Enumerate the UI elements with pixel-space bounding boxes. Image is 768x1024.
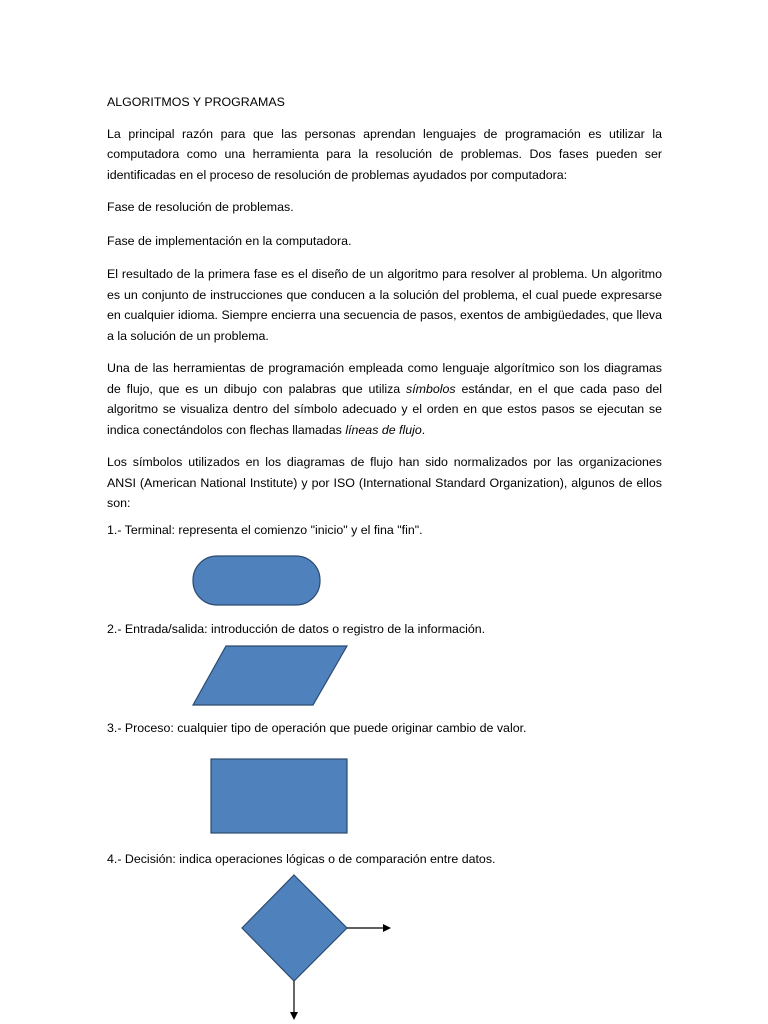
paragraph-flowchart-part-1: Una de las herramientas de programación empleada como lenguaje algorítmico son los diagramas de flujo, que es un dibujo con palabras que utiliza [107,361,662,396]
decision-right-arrow [347,924,391,932]
phase-2: Fase de implementación en la computadora. [107,233,352,248]
item-1-container [107,520,662,553]
item-3-container [107,718,662,751]
paragraph-flowchart-part-3: . [421,422,426,437]
emphasis-simbolos: símbolos [406,381,456,396]
document-body [107,92,662,526]
item-terminal: 1.- Terminal: representa el comienzo "inicio" y el fina "fin". [107,523,423,537]
paragraph-standards: Los símbolos utilizados en los diagramas de flujo han sido normalizados por las organizaciones ANSI (American National Institute) y por ISO (International Standard Organization), algunos de ellos son: [107,455,662,510]
item-input-output: 2.- Entrada/salida: introducción de datos o registro de la información. [107,622,486,636]
paragraph-intro: La principal razón para que las personas aprendan lenguajes de programación es utilizar la computadora como una herramienta para la resolución de problemas. Dos fases pueden ser identificadas en el proceso de resolución de problemas ayudados por computadora: [107,126,662,182]
item-decision: 4.- Decisión: indica operaciones lógicas o de comparación entre datos. [107,852,496,866]
item-process: 3.- Proceso: cualquier tipo de operación que puede originar cambio de valor. [107,721,527,735]
decision-symbol-icon [240,873,400,1024]
paragraph-flowchart [107,358,662,440]
decision-down-arrow [290,981,298,1020]
paragraph-flowchart-part-2: estándar, en el que cada paso del algoritmo se visualiza dentro del símbolo adecuado y el orden en que estos pasos se ejecutan se indica conectándolos con flechas llamadas [107,381,662,437]
paragraph-algorithm: El resultado de la primera fase es el diseño de un algoritmo para resolver al problema. Un algoritmo es un conjunto de instrucciones que conducen a la solución del problema, el cual puede expresarse en cualquier idioma. Siempre encierra una secuencia de pasos, exentos de ambigüedades, que lleva a la solución de un problema. [107,267,662,343]
phase-1: Fase de resolución de problemas. [107,200,294,214]
process-symbol-icon [210,758,349,835]
emphasis-lineas-de-flujo: líneas de flujo [345,422,422,437]
input-output-symbol-icon [192,645,350,707]
item-2-container [107,619,662,652]
document-title: ALGORITMOS Y PROGRAMAS [107,95,285,109]
terminal-symbol-icon [192,555,322,607]
